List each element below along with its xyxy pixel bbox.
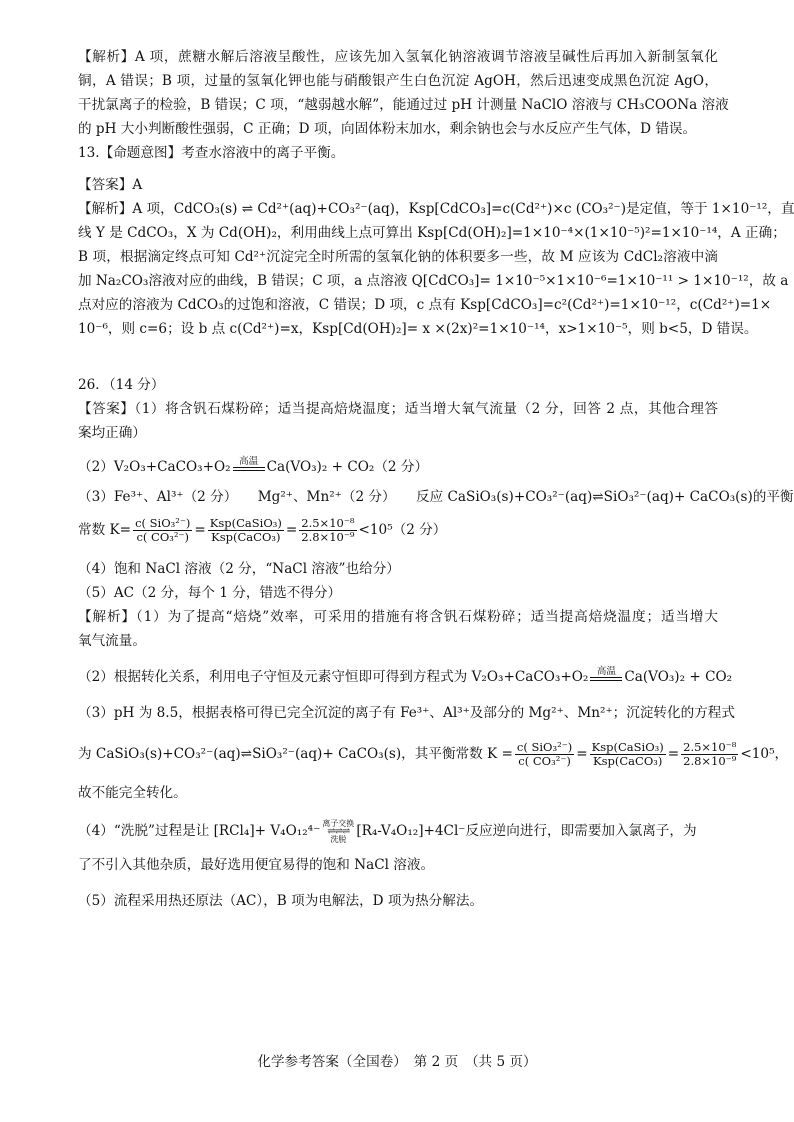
equation-left: （2）根据转化关系，利用电子守恒及元素守恒即可得到方程式为 V₂O₃+CaCO₃+O₂ [78,669,589,685]
q26-answer-line2: 案均正确） [78,425,146,441]
equation-prefix: （4）“洗脱”过程是让 [RCl₄]+ V₄O₁₂⁴⁻ [78,823,321,839]
q26-explanation-1-line1: 【解析】（1）为了提高“焙烧”效率，可采用的措施有将含钒石煤粉碎；适当提高焙烧温度；适当增大 [78,609,718,625]
k-prefix: 常数 K= [78,522,132,538]
condition-label: 高温 [239,455,259,467]
q13-intent: 13.【命题意图】考查水溶液中的离子平衡。 [78,145,345,161]
fraction-concentration [133,517,192,544]
condition-label: 高温 [596,665,616,677]
q13-explanation-line2: 线 Y 是 CdCO₃，X 为 Cd(OH)₂，利用曲线上点可算出 Ksp[Cd(OH)₂]=1×10⁻⁴×(1×10⁻⁵)²=1×10⁻¹⁴，A 正确； [78,225,786,241]
q13-explanation-line6: 10⁻⁶，则 c=6；设 b 点 c(Cd²⁺)=x，Ksp[Cd(OH)₂]= x ×(2x)²=1×10⁻¹⁴，x>1×10⁻⁵，则 b<5，D 错误。 [78,321,758,337]
q12-explanation-line4: 的 pH 大小判断酸性强弱，C 正确；D 项，向固体粉末加水，剩余钠也会与水反应产生气体，D 错误。 [78,121,697,137]
fraction-concentration [515,741,574,768]
fraction-denominator: c( CO₃²⁻) [136,530,190,544]
q26-explanation-1-line2: 氧气流量。 [78,633,146,649]
q26-explanation-3-line2: 为 CaSiO₃(s)+CO₃²⁻(aq)⇌SiO₃²⁻(aq)+ CaCO₃(s)，其平衡常数 K = $\frac{\text{c( SiO₃²⁻)}}{\text{c( CO₃²⁻)}}$ = $\frac{\text{Ksp(CaSiO₃)}}{\text{Ksp(CaCO₃)}}$ = $\frac{\text{2.5×10⁻⁸}}{\text{2.8×10⁻⁹}}$ <10⁵， [78,740,789,768]
fraction-values [299,517,356,544]
equation-left: （2）V₂O₃+CaCO₃+O₂ [78,459,231,475]
q26-explanation-2 [78,665,733,687]
q13-answer: 【答案】A [78,177,143,193]
reaction-condition [233,457,265,471]
equation-right: Ca(VO₃)₂ + CO₂（2 分） [266,459,429,475]
q12-explanation-line3: 干扰氯离子的检验，B 错误；C 项，“越弱越水解”，能通过过 pH 计测量 NaClO 溶液与 CH₃COONa 溶液 [78,97,729,113]
fraction-ksp [590,741,666,768]
fraction-denominator: c( CO₃²⁻) [518,754,571,768]
fraction-denominator: Ksp(CaCO₃) [211,530,281,544]
fraction-numerator: 2.5×10⁻⁸ [683,740,737,754]
q26-answer-line1: 【答案】（1）将含钒石煤粉碎；适当提高焙烧温度；适当增大氧气流量（2 分，回答 2 点，其他合理答 [78,401,718,417]
fraction-values [681,741,738,768]
q26-answer-4: （4）饱和 NaCl 溶液（2 分，“NaCl 溶液”也给分） [78,561,400,577]
fraction-numerator: Ksp(CaSiO₃) [591,740,664,754]
reaction-condition [590,667,622,681]
q26-answer-2 [78,457,718,477]
q26-heading: 26．（14 分） [78,377,165,393]
fraction-numerator: 2.5×10⁻⁸ [301,516,355,530]
fraction-denominator: 2.8×10⁻⁹ [683,754,737,768]
q26-explanation-5: （5）流程采用热还原法（AC），B 项为电解法，D 项为热分解法。 [78,893,484,909]
equilibrium-constant-formula: 常数 K= $\frac{\text{c( SiO₃²⁻)}}{\text{c( CO₃²⁻)}}$ = $\frac{\text{Ksp(CaSiO₃)}}{\text{Ksp(CaCO₃)}}$ = $\frac{\text{2.5×10⁻⁸}}{\text{2.8×10⁻⁹}}$ <10⁵（2 分） [78,516,447,544]
q26-explanation-3-line1: （3）pH 为 8.5，根据表格可得已完全沉淀的离子有 Fe³⁺、Al³⁺及部分的 Mg²⁺、Mn²⁺；沉淀转化的方程式 [78,705,735,721]
q26-answer-5: （5）AC（2 分，每个 1 分，错选不得分） [78,585,342,601]
k-suffix: <10⁵（2 分） [358,522,447,538]
q12-explanation-line1: 【解析】A 项，蔗糖水解后溶液呈酸性，应该先加入氢氧化钠溶液调节溶液呈碱性后再加入新制氢氧化 [78,49,718,65]
reversible-arrow [322,819,354,844]
equation-suffix: [R₄-V₄O₁₂]+4Cl⁻反应逆向进行，即需要加入氯离子，为 [356,823,697,839]
fraction-numerator: c( SiO₃²⁻) [516,740,573,754]
page-footer: 化学参考答案（全国卷） 第 2 页 （共 5 页） [257,1054,537,1070]
q26-explanation-3-line3: 故不能完全转化。 [78,785,187,801]
arrow-bottom-label: 洗脱 [330,835,347,844]
equation-suffix: <10⁵， [740,746,789,762]
double-arrow-icon: ⇌⇌⇌ [327,826,350,837]
equals-bar [590,677,622,681]
equation-right: Ca(VO₃)₂ + CO₂ [624,669,733,685]
q13-explanation-line4: 加 Na₂CO₃溶液对应的曲线，B 错误；C 项，a 点溶液 Q[CdCO₃]= 1×10⁻⁵×1×10⁻⁶=1×10⁻¹¹ > 1×10⁻¹²，故 a [78,273,789,289]
fraction-numerator: c( SiO₃²⁻) [135,516,191,530]
q26-explanation-4-line1 [78,819,718,844]
arrow-top-label: 离子交换 [322,819,355,828]
equals-bar [233,467,265,471]
fraction-ksp [208,517,284,544]
q26-explanation-4-line2: 了不引入其他杂质，最好选用便宜易得的饱和 NaCl 溶液。 [78,857,435,873]
fraction-numerator: Ksp(CaSiO₃) [209,516,282,530]
q13-explanation-line3: B 项，根据滴定终点可知 Cd²⁺沉淀完全时所需的氢氧化钠的体积要多一些，故 M 应该为 CdCl₂溶液中滴 [78,249,718,265]
q12-explanation-line2: 铜，A 错误；B 项，过量的氢氧化钾也能与硝酸银产生白色沉淀 AgOH，然后迅速变成黑色沉淀 AgO， [78,73,718,89]
q13-explanation-line1: 【解析】A 项，CdCO₃(s) ⇌ Cd²⁺(aq)+CO₃²⁻(aq)，Ksp[CdCO₃]=c(Cd²⁺)×c (CO₃²⁻)是定值，等于 1×10⁻¹²，直 [78,201,794,217]
q13-explanation-line5: 点对应的溶液为 CdCO₃的过饱和溶液，C 错误；D 项，c 点有 Ksp[CdCO₃]=c²(Cd²⁺)=1×10⁻¹²，c(Cd²⁺)=1× [78,297,772,313]
q26-answer-3: （3）Fe³⁺、Al³⁺（2 分） Mg²⁺、Mn²⁺（2 分） 反应 CaSiO₃(s)+CO₃²⁻(aq)⇌SiO₃²⁻(aq)+ CaCO₃(s)的平衡 [78,489,794,505]
fraction-denominator: 2.8×10⁻⁹ [301,530,355,544]
fraction-denominator: Ksp(CaCO₃) [593,754,663,768]
equation-prefix: 为 CaSiO₃(s)+CO₃²⁻(aq)⇌SiO₃²⁻(aq)+ CaCO₃(s)，其平衡常数 K = [78,746,513,762]
